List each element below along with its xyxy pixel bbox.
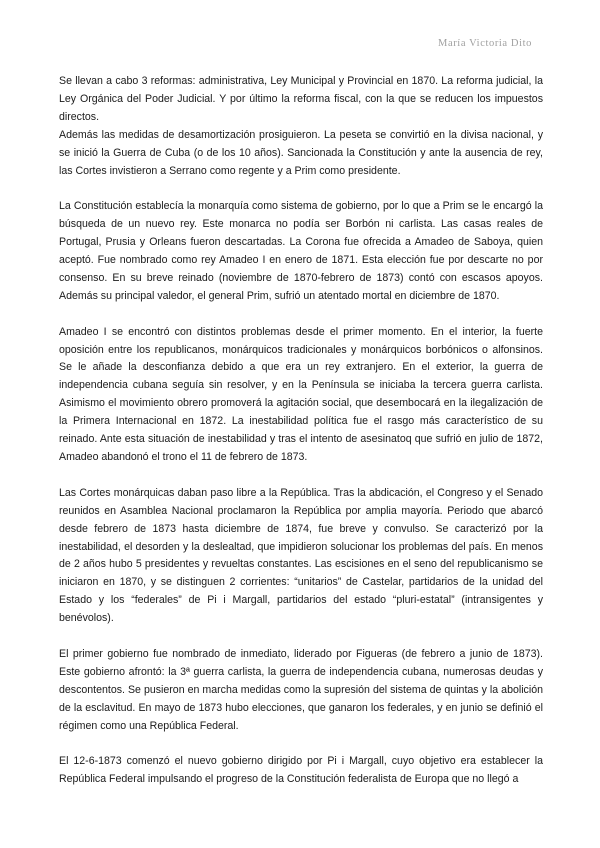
paragraph-pi-i-margall: El 12-6-1873 comenzó el nuevo gobierno dirigido por Pi i Margall, cuyo objetivo era establecer la República Federal impulsando el progreso de la Constitución federalista de Europa que no llegó a — [59, 755, 543, 786]
paragraph-amadeo: Amadeo I se encontró con distintos problemas desde el primer momento. En el interior, la fuerte oposición entre los republicanos, monárquicos tradicionales y monárquicos borbónicos o alfonsinos. Se le añade la desconfianza debido a que era un rey extranjero. En el exterior, la guerra de independencia cubana seguía sin resolver, y en la Península se iniciaba la tercera guerra carlista. Asimismo el movimiento obrero promoverá la agitación social, que desembocará en la ilegalización de la Primera Internacional en 1872. La inestabilidad política fue el rasgo más característico de su reinado. Ante esta situación de inestabilidad y tras el intento de asesinatoq que sufrió en julio de 1872, Amadeo abandonó el trono el 11 de febrero de 1873. — [59, 325, 543, 463]
paragraph-republica: Las Cortes monárquicas daban paso libre a la República. Tras la abdicación, el Congreso y el Senado reunidos en Asamblea Nacional proclamaron la República por amplia mayoría. Periodo que abarcó desde febrero de 1873 hasta diciembre de 1874, fue breve y convulso. Se caracterizó por la inestabilidad, el desorden y la deslealtad, que impidieron solucionar los problemas del país. En menos de 2 años hubo 5 presidentes y revueltas constantes. Las escisiones en el seno del republicanismo se iniciaron en 1870, y se distinguen 2 corrientes: “unitarios” de Castelar, partidarios de la unidad del Estado y los “federales” de Pi i Margall, partidarios del estado “pluri-estatal” (intransigentes y benévolos). — [59, 486, 543, 625]
paragraph-constitucion: La Constitución establecía la monarquía como sistema de gobierno, por lo que a Prim se le encargó la búsqueda de un nuevo rey. Este monarca no podía ser Borbón ni carlista. Las casas reales de Portugal, Prusia y Orleans fueron descartadas. La Corona fue ofrecida a Amadeo de Saboya, quien aceptó. Fue nombrado como rey Amadeo I en enero de 1871. Esta elección fue por descarte no por consenso. En su breve reinado (noviembre de 1870-febrero de 1873) contó con escasos apoyos. Además su principal valedor, el general Prim, sufrió un atentado mortal en diciembre de 1870. — [59, 200, 543, 302]
author-header: María Victoria Dito — [438, 38, 532, 49]
paragraph-figueras: El primer gobierno fue nombrado de inmediato, liderado por Figueras (de febrero a junio de 1873). Este gobierno afrontó: la 3ª guerra carlista, la guerra de independencia cubana, numerosas deudas y descontentos. Se pusieron en marcha medidas como la supresión del sistema de quintas y la abolición de la esclavitud. En mayo de 1873 hubo elecciones, que ganaron los federales, y en junio se definió el régimen como una República Federal. — [59, 647, 543, 732]
document-body — [59, 73, 543, 789]
paragraph-reforms: Se llevan a cabo 3 reformas: administrativa, Ley Municipal y Provincial en 1870. La reforma judicial, la Ley Orgánica del Poder Judicial. Y por último la reforma fiscal, con la que se reducen los impuestos directos. — [59, 75, 543, 123]
paragraph-desamortizacion: Además las medidas de desamortización prosiguieron. La peseta se convirtió en la divisa nacional, y se inició la Guerra de Cuba (o de los 10 años). Sancionada la Constitución y ante la ausencia de rey, las Cortes invistieron a Serrano como regente y a Prim como presidente. — [59, 128, 543, 177]
